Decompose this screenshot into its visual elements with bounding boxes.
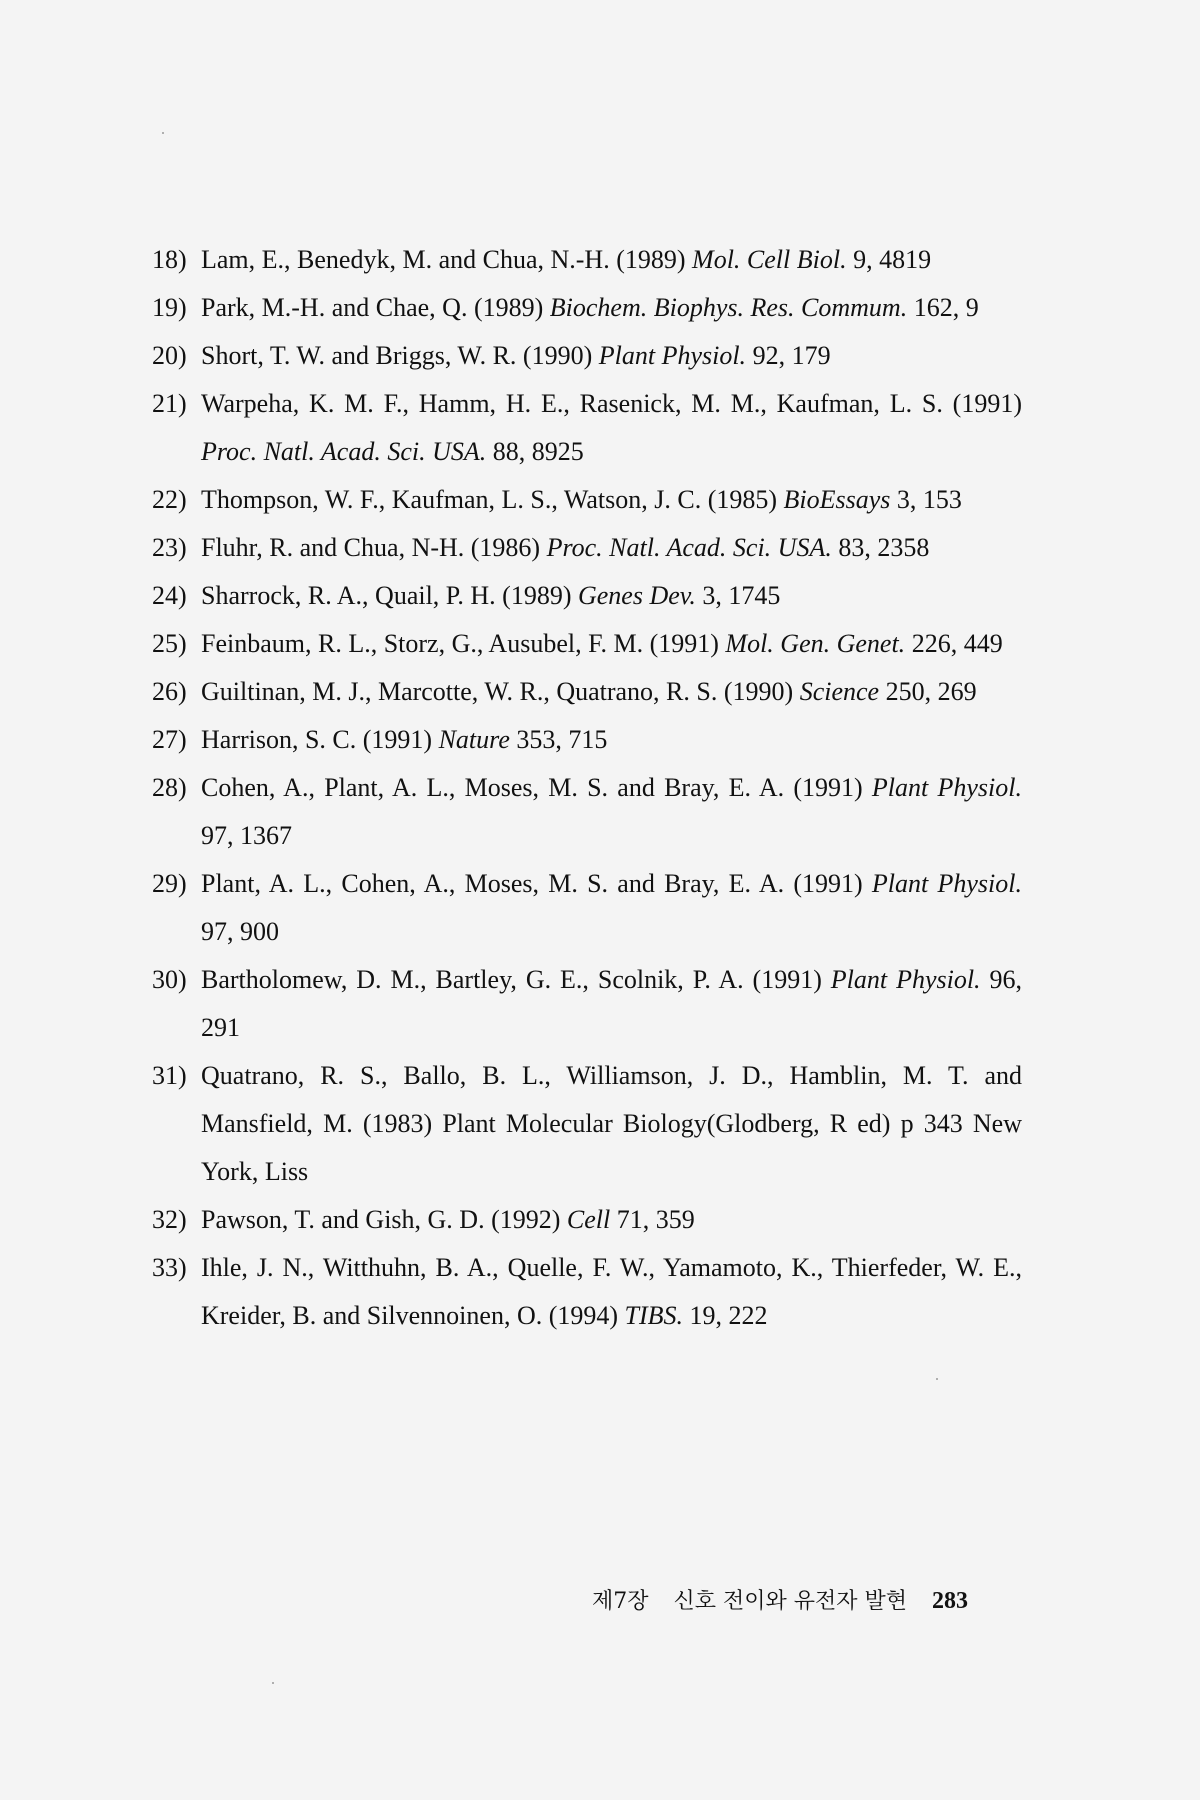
reference-journal: Science (799, 677, 880, 706)
reference-text (201, 380, 1022, 476)
reference-item (152, 1244, 1022, 1340)
reference-item (152, 236, 1022, 284)
reference-text (201, 1052, 1022, 1196)
reference-volume-pages: 162, 9 (907, 293, 979, 322)
reference-volume-pages: 97, 900 (201, 917, 279, 946)
reference-authors: Lam, E., Benedyk, M. and Chua, N.-H. (1989) (201, 245, 693, 274)
reference-volume-pages: 97, 1367 (201, 821, 292, 850)
reference-number: 29) (152, 869, 187, 898)
reference-list (152, 236, 1022, 1340)
reference-volume-pages: 3, 153 (890, 485, 962, 514)
reference-item (152, 284, 1022, 332)
reference-journal: Plant Physiol. (871, 773, 1022, 802)
reference-item (152, 668, 1022, 716)
reference-journal: Proc. Natl. Acad. Sci. USA. (546, 533, 832, 562)
reference-authors: Harrison, S. C. (1991) (201, 725, 439, 754)
footer-title: 신호 전이와 유전자 발현 (673, 1589, 908, 1614)
reference-text (201, 1244, 1022, 1340)
reference-authors: Fluhr, R. and Chua, N-H. (1986) (201, 533, 547, 562)
reference-volume-pages: 19, 222 (683, 1301, 768, 1330)
reference-item (152, 572, 1022, 620)
reference-journal: Mol. Gen. Genet. (725, 629, 906, 658)
reference-authors: Pawson, T. and Gish, G. D. (1992) (201, 1205, 567, 1234)
reference-journal: Plant Physiol. (871, 869, 1022, 898)
reference-authors: Warpeha, K. M. F., Hamm, H. E., Rasenick, M. M., Kaufman, L. S. (1991) (201, 389, 1022, 418)
reference-volume-pages: 88, 8925 (486, 437, 584, 466)
reference-journal: Plant Physiol. (830, 965, 981, 994)
reference-item (152, 956, 1022, 1052)
reference-item (152, 1052, 1022, 1196)
reference-volume-pages: 353, 715 (509, 725, 608, 754)
reference-number: 24) (152, 581, 187, 610)
reference-number: 33) (152, 1253, 187, 1282)
reference-authors: Short, T. W. and Briggs, W. R. (1990) (201, 341, 599, 370)
reference-text (201, 764, 1022, 860)
reference-text (201, 476, 1022, 524)
reference-number: 20) (152, 341, 187, 370)
reference-number: 27) (152, 725, 187, 754)
reference-text (201, 1196, 1022, 1244)
reference-volume-pages: 250, 269 (879, 677, 977, 706)
reference-item (152, 620, 1022, 668)
reference-number: 32) (152, 1205, 187, 1234)
reference-journal: Proc. Natl. Acad. Sci. USA. (201, 437, 487, 466)
reference-number: 22) (152, 485, 187, 514)
reference-volume-pages: 9, 4819 (846, 245, 932, 274)
reference-text (201, 524, 1022, 572)
scan-speck (936, 1378, 938, 1380)
reference-number: 31) (152, 1061, 187, 1090)
reference-text (201, 956, 1022, 1052)
reference-authors: Bartholomew, D. M., Bartley, G. E., Scolnik, P. A. (1991) (201, 965, 831, 994)
reference-authors: Thompson, W. F., Kaufman, L. S., Watson, J. C. (1985) (201, 485, 784, 514)
reference-journal: BioEssays (783, 485, 891, 514)
reference-authors: Sharrock, R. A., Quail, P. H. (1989) (201, 581, 578, 610)
reference-text (201, 332, 1022, 380)
footer-chapter: 제7장 (592, 1589, 649, 1614)
reference-journal: Plant Physiol. (598, 341, 747, 370)
reference-text (201, 716, 1022, 764)
reference-number: 26) (152, 677, 187, 706)
reference-authors: Cohen, A., Plant, A. L., Moses, M. S. and Bray, E. A. (1991) (201, 773, 872, 802)
reference-authors: Plant, A. L., Cohen, A., Moses, M. S. and Bray, E. A. (1991) (201, 869, 872, 898)
reference-number: 23) (152, 533, 187, 562)
reference-item (152, 476, 1022, 524)
reference-text (201, 572, 1022, 620)
reference-text (201, 860, 1022, 956)
reference-number: 21) (152, 389, 187, 418)
page-number: 283 (932, 1588, 969, 1614)
reference-volume-pages: 83, 2358 (831, 533, 930, 562)
reference-journal: Mol. Cell Biol. (692, 245, 847, 274)
reference-authors: Ihle, J. N., Witthuhn, B. A., Quelle, F. W., Yamamoto, K., Thierfeder, W. E., Kreider, B. and Silvennoinen, O. (1994) (201, 1253, 1022, 1330)
reference-item (152, 716, 1022, 764)
reference-authors: Feinbaum, R. L., Storz, G., Ausubel, F. M. (1991) (201, 629, 726, 658)
reference-number: 28) (152, 773, 187, 802)
reference-item (152, 1196, 1022, 1244)
reference-number: 30) (152, 965, 187, 994)
reference-authors: Quatrano, R. S., Ballo, B. L., Williamson, J. D., Hamblin, M. T. and Mansfield, M. (1983) Plant Molecular Biology(Glodberg, R ed) p 343 New York, Liss (201, 1061, 1022, 1186)
reference-number: 18) (152, 245, 187, 274)
reference-text (201, 284, 1022, 332)
scan-speck (272, 1682, 274, 1684)
reference-item (152, 332, 1022, 380)
reference-item (152, 860, 1022, 956)
reference-journal: Cell (566, 1205, 611, 1234)
reference-volume-pages: 96, 291 (201, 965, 1022, 1042)
reference-volume-pages: 71, 359 (610, 1205, 695, 1234)
scan-speck (162, 132, 164, 134)
page-footer (592, 1581, 968, 1621)
reference-item (152, 524, 1022, 572)
reference-text (201, 668, 1022, 716)
reference-journal: TIBS. (624, 1301, 684, 1330)
reference-item (152, 764, 1022, 860)
reference-number: 25) (152, 629, 187, 658)
reference-journal: Biochem. Biophys. Res. Commum. (549, 293, 908, 322)
reference-volume-pages: 92, 179 (746, 341, 831, 370)
reference-journal: Nature (438, 725, 510, 754)
reference-volume-pages: 226, 449 (905, 629, 1003, 658)
reference-volume-pages: 3, 1745 (695, 581, 781, 610)
reference-text (201, 236, 1022, 284)
reference-text (201, 620, 1022, 668)
reference-item (152, 380, 1022, 476)
reference-authors: Park, M.-H. and Chae, Q. (1989) (201, 293, 550, 322)
reference-journal: Genes Dev. (577, 581, 696, 610)
reference-number: 19) (152, 293, 187, 322)
reference-authors: Guiltinan, M. J., Marcotte, W. R., Quatrano, R. S. (1990) (201, 677, 800, 706)
